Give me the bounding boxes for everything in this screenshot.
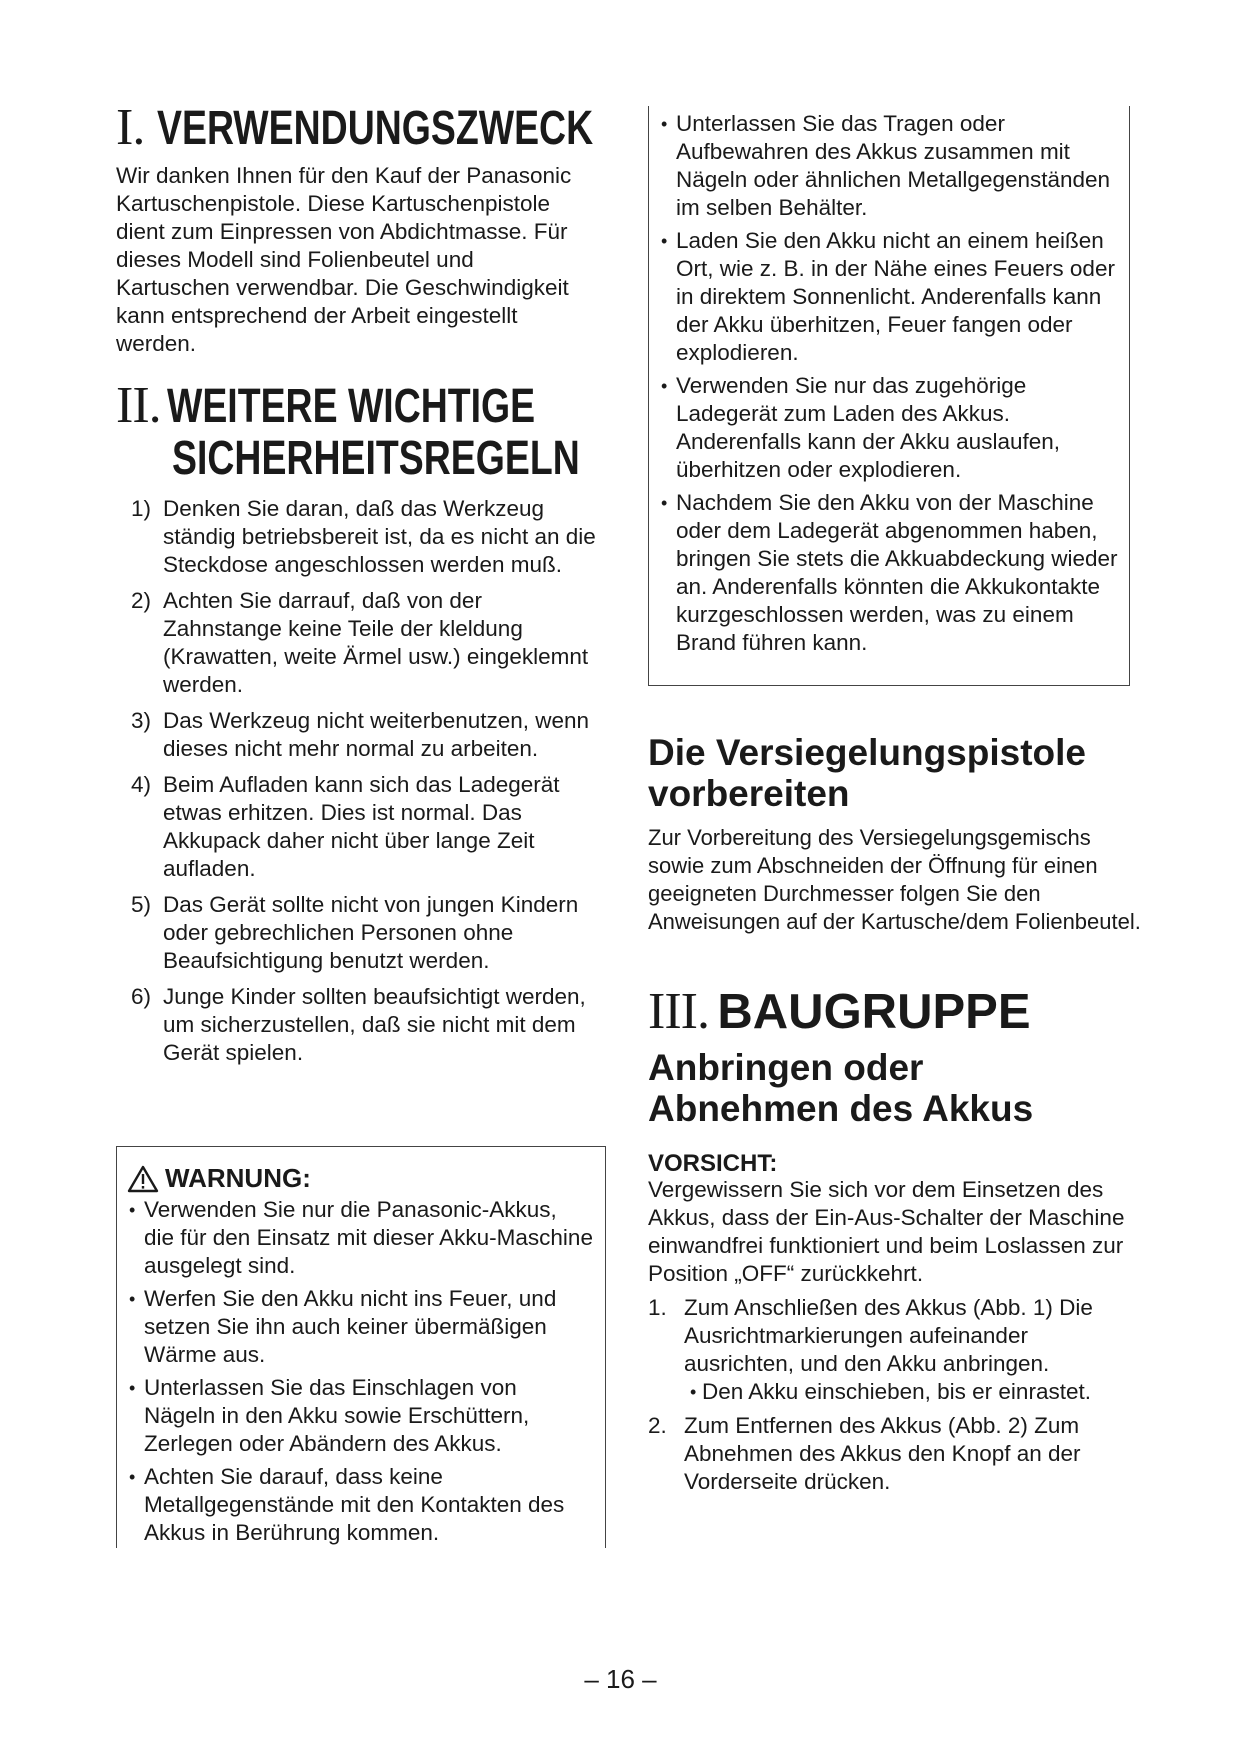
list-item: 2. Zum Entfernen des Akkus (Abb. 2) Zum Abnehmen des Akkus den Knopf an der Vorderseite drücken.: [648, 1413, 1081, 1494]
section-3-numeral: III.: [648, 983, 709, 1040]
list-item: 1. Zum Anschließen des Akkus (Abb. 1) Die Ausrichtmarkierungen aufeinander ausrichten, und den Akku anbringen. • Den Akku einschieben, bis er einrastet.: [648, 1294, 1130, 1406]
list-item: 3) Das Werkzeug nicht weiterbenutzen, wenn dieses nicht mehr normal zu arbeiten.: [131, 708, 590, 761]
warning-triangle-icon: [127, 1165, 159, 1193]
list-item: 2) Achten Sie darrauf, daß von der Zahnstange keine Teile der kleldung (Krawatten, weite Ärmel usw.) eingeklemnt werden.: [131, 588, 589, 697]
warning-box-continued: [648, 106, 1130, 686]
safety-rules-list: [116, 495, 606, 1075]
warning-title: WARNUNG:: [127, 1163, 605, 1194]
battery-heading: Anbringen oder Abnehmen des Akkus: [648, 1047, 1034, 1129]
list-item: 4) Beim Aufladen kann sich das Ladegerät etwas erhitzen. Dies ist normal. Das Akkupack daher nicht über lange Zeit aufladen.: [131, 772, 560, 881]
section-3-heading: [648, 982, 1031, 1041]
list-item: 5) Das Gerät sollte nicht von jungen Kindern oder gebrechlichen Personen ohne Beaufsichtigung benutzt werden.: [131, 892, 579, 973]
list-item: • Werfen Sie den Akku nicht ins Feuer, und setzen Sie ihn auch keiner übermäßigen Wärme aus.: [129, 1286, 557, 1367]
section-2-numeral: II.: [116, 377, 161, 434]
list-item: • Verwenden Sie nur das zugehörige Ladegerät zum Laden des Akkus. Anderenfalls kann der Akku auslaufen, überhitzen oder explodieren.: [661, 373, 1061, 482]
section-2-title-line1: WEITERE WICHTIGE: [166, 380, 535, 433]
section-1-numeral: I.: [116, 99, 145, 156]
list-item: • Verwenden Sie nur die Panasonic-Akkus, die für den Einsatz mit dieser Akku-Maschine ausgelegt sind.: [129, 1197, 593, 1278]
list-item: 6) Junge Kinder sollten beaufsichtigt werden, um sicherzustellen, daß sie nicht mit dem Gerät spielen.: [131, 984, 586, 1065]
list-item: 1) Denken Sie daran, daß das Werkzeug ständig betriebsbereit ist, da es nicht an die Steckdose angeschlossen werden muß.: [131, 496, 596, 577]
section-2-heading: [116, 376, 695, 486]
list-item: • Unterlassen Sie das Tragen oder Aufbewahren des Akkus zusammen mit Nägeln oder ähnlichen Metallgegenständen im selben Behälter.: [661, 111, 1111, 220]
list-item: • Unterlassen Sie das Einschlagen von Nägeln in den Akku sowie Erschüttern, Zerlegen oder Abändern des Akkus.: [129, 1375, 530, 1456]
battery-steps-list: [648, 1294, 1130, 1502]
section-1-body: Wir danken Ihnen für den Kauf der Panasonic Kartuschenpistole. Diese Kartuschenpistole dient zum Einpressen von Abdichtmasse. Für dieses Modell sind Folienbeutel und Kartuschen verwendbar. Die Geschwindigkeit kann entsprechend der Arbeit eingestellt werden.: [116, 163, 572, 356]
section-2-title-line2: SICHERHEITSREGELN: [172, 432, 580, 485]
warning-list: [117, 1196, 593, 1547]
section-1-title: VERWENDUNGSZWECK: [156, 102, 593, 155]
caution-title: VORSICHT:: [648, 1150, 778, 1177]
warning-list-continued: [649, 110, 1121, 657]
section-1-heading: [116, 98, 716, 158]
section-3-title: BAUGRUPPE: [717, 985, 1031, 1039]
warning-box: [116, 1146, 606, 1548]
caution-body: Vergewissern Sie sich vor dem Einsetzen des Akkus, dass der Ein-Aus-Schalter der Maschine einwandfrei funktioniert und beim Loslassen zur Position „OFF“ zurückkehrt.: [648, 1177, 1125, 1286]
prep-body: Zur Vorbereitung des Versiegelungsgemischs sowie zum Abschneiden der Öffnung für einen geeigneten Durchmesser folgen Sie den Anweisungen auf der Kartusche/dem Folienbeutel.: [648, 825, 1141, 934]
list-item: • Achten Sie darauf, dass keine Metallgegenstände mit den Kontakten des Akkus in Berührung kommen.: [129, 1464, 565, 1545]
list-item: • Laden Sie den Akku nicht an einem heißen Ort, wie z. B. in der Nähe eines Feuers oder in direktem Sonnenlicht. Anderenfalls kann der Akku überhitzen, Feuer fangen oder explodieren.: [661, 228, 1115, 365]
list-item: • Nachdem Sie den Akku von der Maschine oder dem Ladegerät abgenommen haben, bringen Sie stets die Akkuabdeckung wieder an. Anderenfalls könnten die Akkukontakte kurzgeschlossen werden, was zu einem Brand führen kann.: [661, 490, 1118, 655]
sub-bullet: • Den Akku einschieben, bis er einrastet.: [690, 1379, 1091, 1404]
page-number: – 16 –: [584, 1664, 657, 1694]
prep-heading: Die Versiegelungspistole vorbereiten: [648, 732, 1086, 814]
